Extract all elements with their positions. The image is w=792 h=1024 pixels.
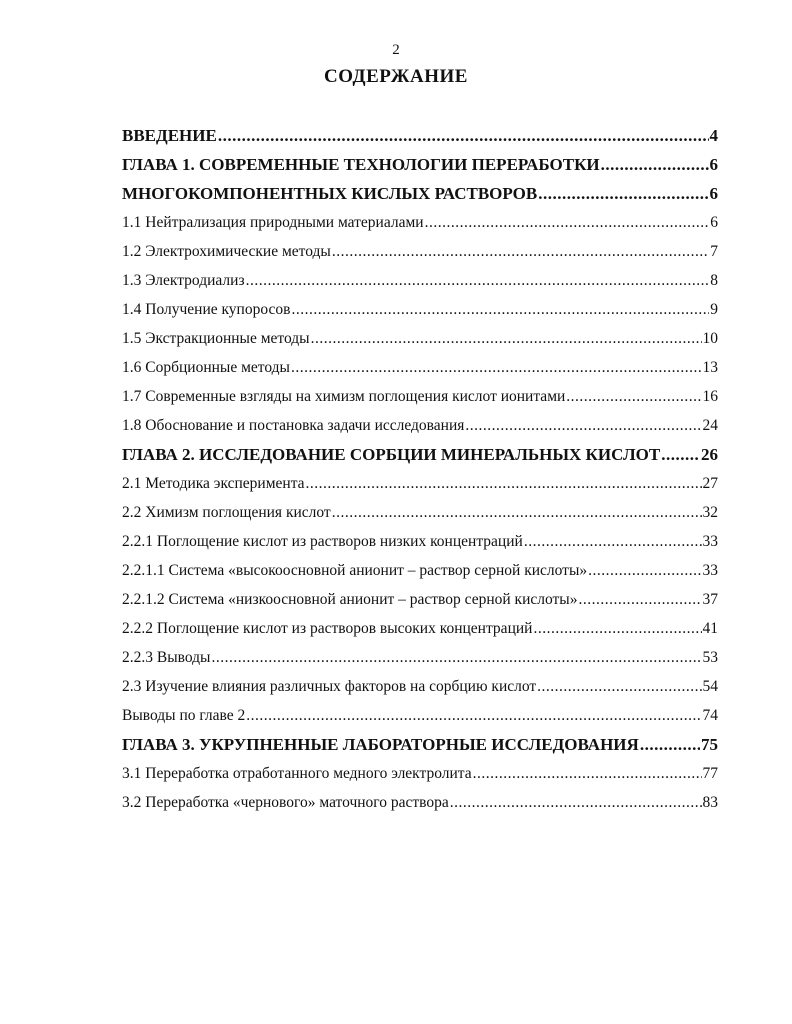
- toc-entry-2-2-2[interactable]: [122, 619, 718, 639]
- toc-entry-1-4[interactable]: [122, 300, 718, 320]
- page-number: 2: [392, 42, 400, 58]
- toc-entry-2-3[interactable]: [122, 677, 718, 697]
- toc-entry-label: 2.2.1.2 Система «низкоосновной анионит – раствор серной кислоты»: [122, 591, 578, 608]
- dot-leader: [218, 126, 709, 146]
- toc-entry-2-2-1[interactable]: [122, 532, 718, 552]
- toc-entry-label: 2.2 Химизм поглощения кислот: [122, 504, 331, 521]
- toc-entry-label: 1.1 Нейтрализация природными материалами: [122, 214, 424, 231]
- toc-entry-label: 3.2 Переработка «чернового» маточного раствора: [122, 794, 449, 811]
- toc-entry-chapter-2-conclusions[interactable]: [122, 706, 718, 726]
- toc-entry-page: 33: [702, 533, 718, 550]
- toc-entry-page: 37: [702, 591, 718, 608]
- toc-entry-label: 2.2.3 Выводы: [122, 649, 211, 666]
- dot-leader: [473, 764, 702, 784]
- dot-leader: [291, 300, 709, 320]
- table-of-contents: [122, 126, 718, 822]
- toc-entry-label: 1.8 Обоснование и постановка задачи исследования: [122, 417, 465, 434]
- toc-entry-chapter-1-continued[interactable]: [122, 184, 718, 204]
- toc-entry-label: 2.2.1.1 Система «высокоосновной анионит – раствор серной кислоты»: [122, 562, 588, 579]
- dot-leader: [246, 271, 710, 291]
- toc-entry-page: 32: [702, 504, 718, 521]
- toc-entry-1-7[interactable]: [122, 387, 718, 407]
- toc-entry-label: 2.2.1 Поглощение кислот из растворов низких концентраций: [122, 533, 523, 550]
- dot-leader: [524, 532, 702, 552]
- toc-entry-2-2-3[interactable]: [122, 648, 718, 668]
- toc-entry-label: 1.3 Электродиализ: [122, 272, 245, 289]
- toc-entry-label: 2.2.2 Поглощение кислот из растворов высоких концентраций: [122, 620, 533, 637]
- toc-entry-1-5[interactable]: [122, 329, 718, 349]
- page-title: СОДЕРЖАНИЕ: [324, 66, 468, 87]
- toc-entry-chapter-1[interactable]: [122, 155, 718, 175]
- toc-entry-page: 8: [710, 272, 718, 289]
- dot-leader: [425, 213, 710, 233]
- toc-entry-page: 7: [710, 243, 718, 260]
- toc-entry-label: 3.1 Переработка отработанного медного электролита: [122, 765, 472, 782]
- toc-entry-page: 6: [710, 214, 718, 231]
- toc-entry-3-2[interactable]: [122, 793, 718, 813]
- toc-entry-chapter-2[interactable]: [122, 445, 718, 465]
- toc-entry-page: 41: [702, 620, 718, 637]
- toc-entry-label: МНОГОКОМПОНЕНТНЫХ КИСЛЫХ РАСТВОРОВ: [122, 184, 538, 203]
- toc-entry-2-1[interactable]: [122, 474, 718, 494]
- toc-entry-3-1[interactable]: [122, 764, 718, 784]
- toc-entry-1-1[interactable]: [122, 213, 718, 233]
- dot-leader: [661, 445, 700, 465]
- toc-entry-page: 4: [709, 126, 718, 145]
- toc-entry-label: 1.6 Сорбционные методы: [122, 359, 290, 376]
- dot-leader: [601, 155, 709, 175]
- dot-leader: [450, 793, 702, 813]
- toc-entry-page: 6: [709, 155, 718, 174]
- toc-entry-label: ГЛАВА 2. ИССЛЕДОВАНИЕ СОРБЦИИ МИНЕРАЛЬНЫХ КИСЛОТ: [122, 445, 661, 464]
- toc-entry-label: 1.5 Экстракционные методы: [122, 330, 310, 347]
- dot-leader: [332, 242, 709, 262]
- toc-entry-2-2-1-1[interactable]: [122, 561, 718, 581]
- dot-leader: [578, 590, 701, 610]
- toc-entry-1-3[interactable]: [122, 271, 718, 291]
- toc-entry-label: 1.4 Получение купоросов: [122, 301, 291, 318]
- toc-entry-1-8[interactable]: [122, 416, 718, 436]
- toc-entry-1-6[interactable]: [122, 358, 718, 378]
- dot-leader: [588, 561, 701, 581]
- toc-entry-2-2[interactable]: [122, 503, 718, 523]
- toc-entry-page: 13: [702, 359, 718, 376]
- toc-entry-page: 75: [701, 735, 718, 754]
- toc-entry-page: 33: [702, 562, 718, 579]
- toc-entry-page: 9: [710, 301, 718, 318]
- toc-entry-page: 77: [702, 765, 718, 782]
- dot-leader: [538, 184, 708, 204]
- dot-leader: [537, 677, 701, 697]
- dot-leader: [465, 416, 701, 436]
- dot-leader: [332, 503, 702, 523]
- toc-entry-page: 74: [702, 707, 718, 724]
- dot-leader: [306, 474, 702, 494]
- toc-entry-chapter-3[interactable]: [122, 735, 718, 755]
- toc-entry-page: 6: [709, 184, 718, 203]
- toc-entry-introduction[interactable]: [122, 126, 718, 146]
- toc-entry-page: 26: [701, 445, 718, 464]
- toc-entry-page: 54: [702, 678, 718, 695]
- toc-entry-2-2-1-2[interactable]: [122, 590, 718, 610]
- toc-entry-label: 2.3 Изучение влияния различных факторов на сорбцию кислот: [122, 678, 537, 695]
- toc-entry-label: 2.1 Методика эксперимента: [122, 475, 305, 492]
- dot-leader: [311, 329, 702, 349]
- toc-entry-label: 1.7 Современные взгляды на химизм поглощения кислот ионитами: [122, 388, 566, 405]
- dot-leader: [246, 706, 701, 726]
- dot-leader: [640, 735, 700, 755]
- toc-entry-label: Выводы по главе 2: [122, 707, 246, 724]
- toc-entry-label: ВВЕДЕНИЕ: [122, 126, 217, 145]
- toc-entry-page: 16: [702, 388, 718, 405]
- dot-leader: [211, 648, 701, 668]
- toc-entry-page: 24: [702, 417, 718, 434]
- toc-entry-label: ГЛАВА 3. УКРУПНЕННЫЕ ЛАБОРАТОРНЫЕ ИССЛЕДОВАНИЯ: [122, 735, 639, 754]
- toc-entry-label: 1.2 Электрохимические методы: [122, 243, 331, 260]
- toc-entry-1-2[interactable]: [122, 242, 718, 262]
- toc-entry-page: 10: [702, 330, 718, 347]
- dot-leader: [291, 358, 702, 378]
- toc-entry-page: 83: [702, 794, 718, 811]
- toc-entry-label: ГЛАВА 1. СОВРЕМЕННЫЕ ТЕХНОЛОГИИ ПЕРЕРАБОТКИ: [122, 155, 600, 174]
- dot-leader: [566, 387, 701, 407]
- toc-entry-page: 27: [702, 475, 718, 492]
- toc-entry-page: 53: [702, 649, 718, 666]
- dot-leader: [533, 619, 701, 639]
